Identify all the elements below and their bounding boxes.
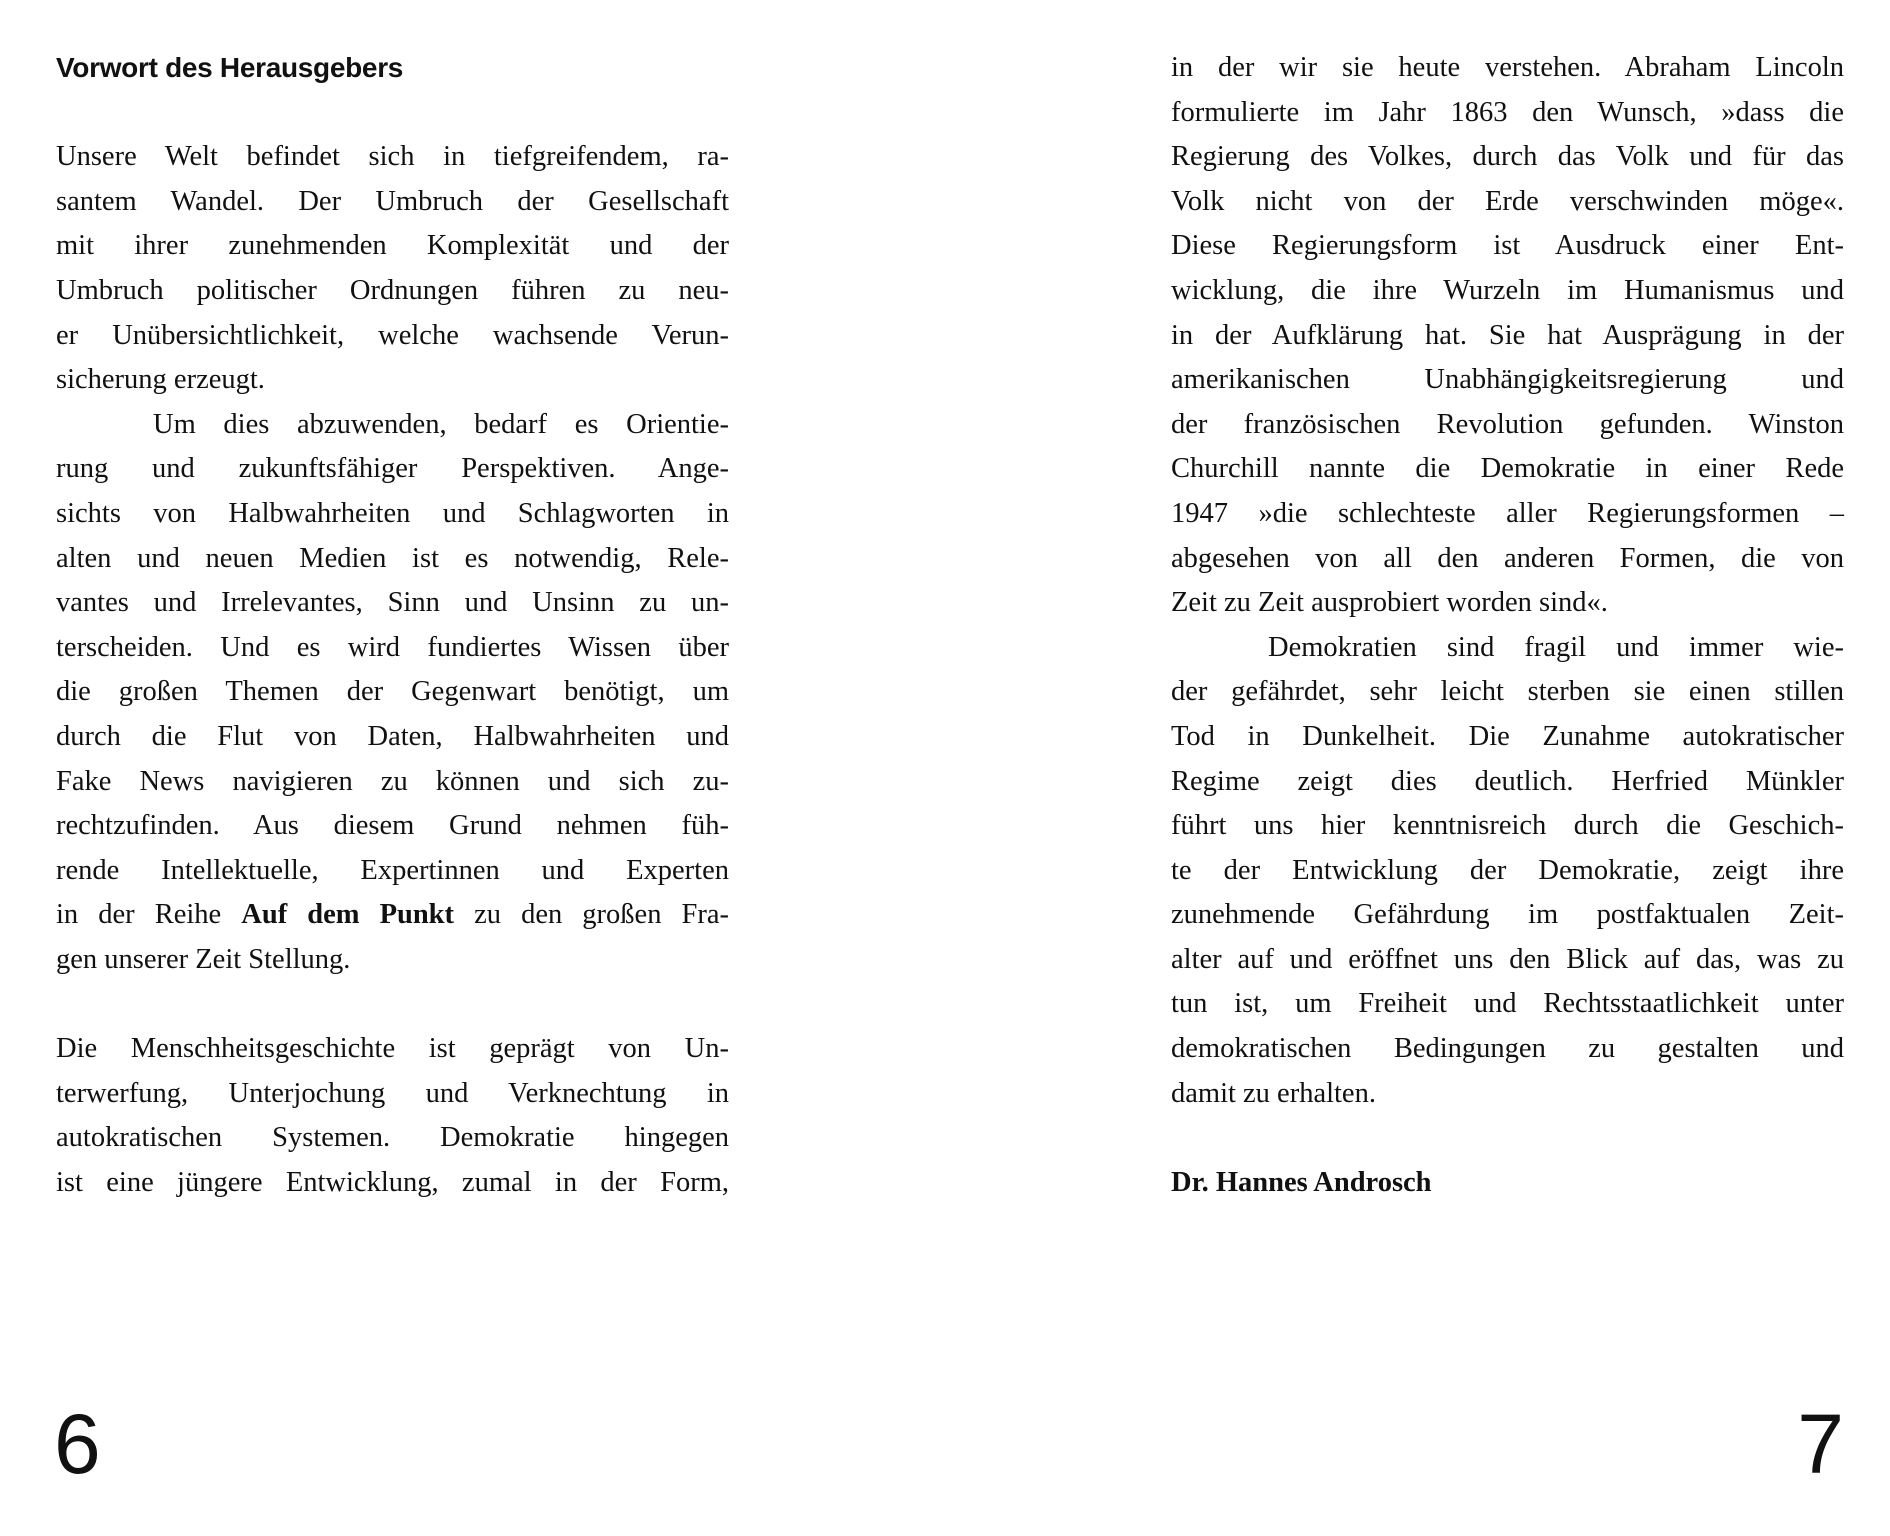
text-line: autokratischen Systemen. Demokratie hingegen	[56, 1122, 729, 1154]
text-line: ist eine jüngere Entwicklung, zumal in der Form,	[56, 1166, 729, 1198]
text-line: Fake News navigieren zu können und sich zu-	[56, 765, 729, 797]
paragraph	[1171, 46, 1844, 626]
text-line: damit zu erhalten.	[1171, 1077, 1376, 1109]
text-line: der französischen Revolution gefunden. Winston	[1171, 408, 1844, 440]
blank-line	[56, 982, 729, 1027]
paragraph	[56, 1027, 729, 1205]
text-line: formulierte im Jahr 1863 den Wunsch, »dass die	[1171, 96, 1844, 128]
text-line: santem Wandel. Der Umbruch der Gesellschaft	[56, 185, 729, 217]
page-number-left: 6	[54, 1397, 101, 1491]
text-line: Zeit zu Zeit ausprobiert worden sind«.	[1171, 587, 1608, 619]
text-line: Diese Regierungsform ist Ausdruck einer Ent-	[1171, 230, 1844, 262]
line-text: in der Reihe	[56, 899, 242, 931]
text-line: amerikanischen Unabhängigkeitsregierung und	[1171, 364, 1844, 396]
text-line: wicklung, die ihre Wurzeln im Humanismus und	[1171, 274, 1844, 306]
text-line: vantes und Irrelevantes, Sinn und Unsinn zu un-	[56, 587, 729, 619]
line-text: zu den großen Fra-	[454, 899, 729, 931]
text-line: Unsere Welt befindet sich in tiefgreifendem, ra-	[56, 141, 729, 173]
text-line: alten und neuen Medien ist es notwendig, Rele-	[56, 542, 729, 574]
page-number-right: 7	[1797, 1397, 1844, 1491]
text-line: rung und zukunftsfähiger Perspektiven. Ange-	[56, 453, 729, 485]
text-line: er Unübersichtlichkeit, welche wachsende Verun-	[56, 319, 729, 351]
text-line: Regierung des Volkes, durch das Volk und für das	[1171, 141, 1844, 173]
page-heading: Vorwort des Herausgebers	[56, 52, 404, 83]
paragraph	[56, 403, 729, 983]
left-page-text	[56, 46, 729, 1205]
text-line: Regime zeigt dies deutlich. Herfried Münkler	[1171, 765, 1844, 797]
text-line: Um dies abzuwenden, bedarf es Orientie-	[153, 408, 729, 440]
text-line: Umbruch politischer Ordnungen führen zu neu-	[56, 274, 729, 306]
text-line: Die Menschheitsgeschichte ist geprägt von Un-	[56, 1033, 729, 1065]
text-line: rechtzufinden. Aus diesem Grund nehmen füh-	[56, 810, 729, 842]
text-line: rende Intellektuelle, Expertinnen und Experten	[56, 854, 729, 886]
left-page-body	[56, 135, 729, 1205]
text-line: durch die Flut von Daten, Halbwahrheiten und	[56, 720, 729, 752]
blank-line	[1171, 1116, 1844, 1161]
text-line: sichts von Halbwahrheiten und Schlagworten in	[56, 497, 729, 529]
text-line: Volk nicht von der Erde verschwinden möge«.	[1171, 185, 1844, 217]
text-line: sicherung erzeugt.	[56, 364, 265, 396]
text-line: demokratischen Bedingungen zu gestalten und	[1171, 1033, 1844, 1065]
text-line: alter auf und eröffnet uns den Blick auf das, was zu	[1171, 943, 1844, 975]
series-title: Auf dem Punkt	[241, 899, 455, 931]
paragraph	[56, 135, 729, 403]
text-line: tun ist, um Freiheit und Rechtsstaatlichkeit unter	[1171, 988, 1844, 1020]
text-line: terwerfung, Unterjochung und Verknechtung in	[56, 1077, 729, 1109]
text-line: terscheiden. Und es wird fundiertes Wissen über	[56, 631, 729, 663]
text-line: die großen Themen der Gegenwart benötigt, um	[56, 676, 729, 708]
paragraph	[1171, 626, 1844, 1117]
text-line: te der Entwicklung der Demokratie, zeigt ihre	[1171, 854, 1844, 886]
signature: Dr. Hannes Androsch	[1171, 1166, 1432, 1198]
text-line: zunehmende Gefährdung im postfaktualen Zeit-	[1171, 899, 1844, 931]
text-line: Demokratien sind fragil und immer wie-	[1268, 631, 1844, 663]
text-line: der gefährdet, sehr leicht sterben sie einen stillen	[1171, 676, 1844, 708]
right-page-text	[1171, 46, 1844, 1205]
text-line: abgesehen von all den anderen Formen, die von	[1171, 542, 1844, 574]
text-line: Churchill nannte die Demokratie in einer Rede	[1171, 453, 1844, 485]
text-line: in der Aufklärung hat. Sie hat Ausprägung in der	[1171, 319, 1844, 351]
text-line: Tod in Dunkelheit. Die Zunahme autokratischer	[1171, 720, 1844, 752]
blank-line	[56, 91, 729, 136]
text-line: führt uns hier kenntnisreich durch die Geschich-	[1171, 810, 1844, 842]
text-line: mit ihrer zunehmenden Komplexität und der	[56, 230, 729, 262]
text-line: gen unserer Zeit Stellung.	[56, 943, 351, 975]
text-line: 1947 »die schlechteste aller Regierungsformen –	[1171, 497, 1844, 529]
right-page-body	[1171, 46, 1844, 1161]
text-line: in der wir sie heute verstehen. Abraham Lincoln	[1171, 52, 1844, 83]
text-line	[56, 893, 729, 938]
